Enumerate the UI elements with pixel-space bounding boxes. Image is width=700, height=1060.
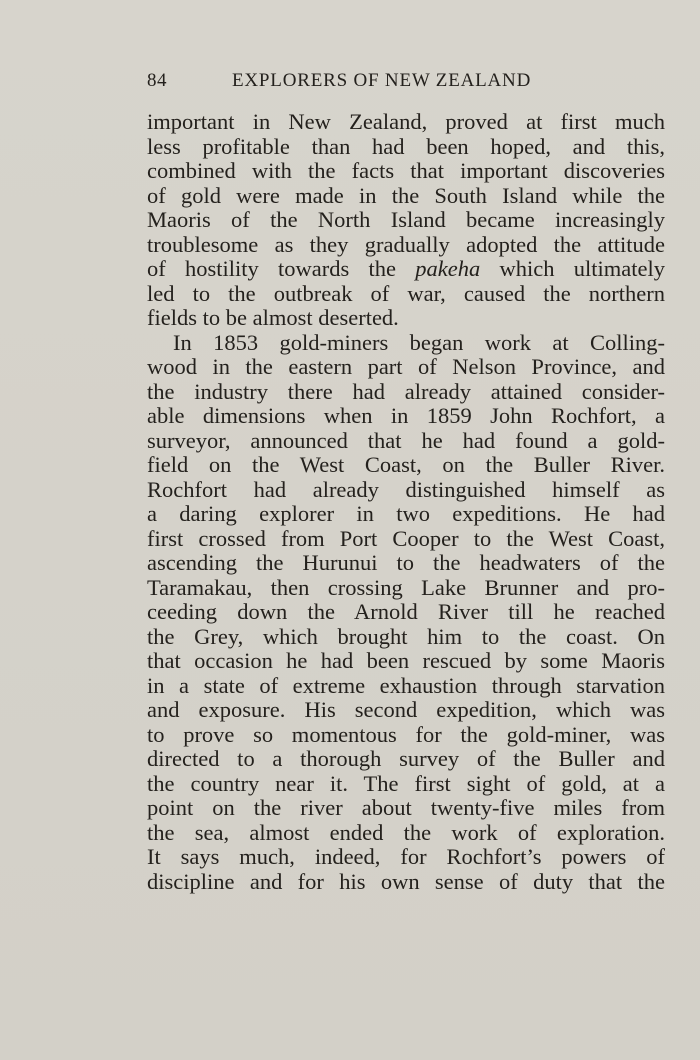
text-line: wood in the eastern part of Nelson Province, and <box>147 354 665 379</box>
text-line: Taramakau, then crossing Lake Brunner and pro- <box>147 574 665 600</box>
text-line: combined with the facts that important discoveries <box>147 158 665 183</box>
text-line: a daring explorer in two expeditions. He had <box>147 501 665 526</box>
text-line: It says much, indeed, for Rochfort’s powers of <box>147 844 665 869</box>
text-line: and exposure. His second expedition, which was <box>147 697 665 722</box>
text-line: of gold were made in the South Island while the <box>147 182 665 208</box>
text-line: fields to be almost deserted. <box>147 305 399 330</box>
page-number: 84 <box>147 70 167 91</box>
text-line: less profitable than had been hoped, and this, <box>147 133 665 159</box>
text-line: In 1853 gold-miners began work at Colling- <box>173 329 665 355</box>
text-line: ceeding down the Arnold River till he reached <box>147 599 665 624</box>
text-line: able dimensions when in 1859 John Rochfort, a <box>147 403 665 428</box>
text-line: surveyor, announced that he had found a gold- <box>147 427 665 453</box>
text-line: ascending the Hurunui to the headwaters of the <box>147 550 665 575</box>
text-line: directed to a thorough survey of the Buller and <box>147 746 665 771</box>
running-title: EXPLORERS OF NEW ZEALAND <box>232 70 532 91</box>
text-line: point on the river about twenty-five miles from <box>147 795 665 820</box>
text-line: Rochfort had already distinguished himself as <box>147 476 665 502</box>
text-line: in a state of extreme exhaustion through starvation <box>147 672 665 698</box>
text-line <box>147 257 665 282</box>
text-segment: which ultimately <box>480 256 666 281</box>
text-line: first crossed from Port Cooper to the West Coast, <box>147 525 665 551</box>
text-line: the sea, almost ended the work of exploration. <box>147 819 665 845</box>
text-line: discipline and for his own sense of duty that the <box>147 868 665 894</box>
text-line: that occasion he had been rescued by some Maoris <box>147 648 665 673</box>
text-line: the Grey, which brought him to the coast. On <box>147 623 665 649</box>
text-segment: of hostility towards the <box>147 256 416 281</box>
running-head <box>147 70 665 96</box>
text-line: the industry there had already attained consider- <box>147 378 665 404</box>
text-line: the country near it. The first sight of gold, at a <box>147 770 665 796</box>
text-line: field on the West Coast, on the Buller River. <box>147 452 665 477</box>
text-line: troublesome as they gradually adopted the attitude <box>147 231 665 257</box>
body-text <box>147 110 665 894</box>
text-line: led to the outbreak of war, caused the northern <box>147 280 665 306</box>
italic-word: pakeha <box>415 256 481 281</box>
text-line: important in New Zealand, proved at first much <box>147 109 665 134</box>
text-line: Maoris of the North Island became increasingly <box>147 207 665 232</box>
text-line: to prove so momentous for the gold-miner, was <box>147 721 665 747</box>
